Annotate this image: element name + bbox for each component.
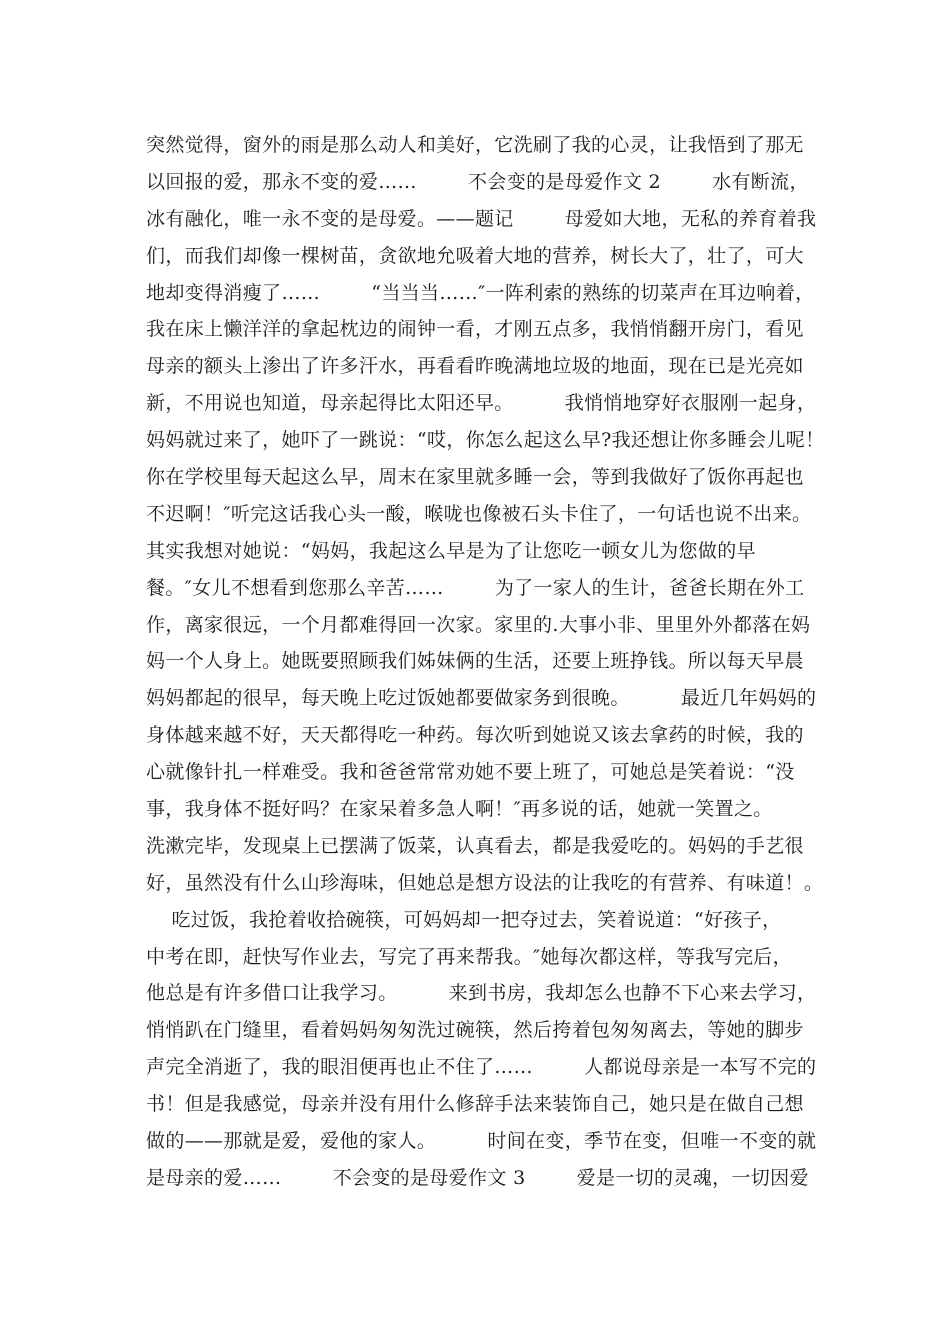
text-line-1: 突然觉得，窗外的雨是那么动人和美好，它洗刷了我的心灵，让我悟到了那无	[146, 134, 804, 156]
text-line-9: 妈妈就过来了，她吓了一跳说：“哎，你怎么起这么早?我还想让你多睡会儿呢！	[146, 429, 825, 452]
text-line-7: 母亲的额头上渗出了许多汗水，再看看昨晚满地垃圾的地面，现在已是光亮如	[146, 355, 804, 378]
text-line-10: 你在学校里每天起这么早，周末在家里就多睡一会，等到我做好了饭你再起也	[146, 466, 804, 489]
text-line-8: 新，不用说也知道，母亲起得比太阳还早。 我悄悄地穿好衣服刚一起身，	[146, 392, 817, 415]
text-line-14: 作，离家很远，一个月都难得回一次家。家里的.大事小非、里里外外都落在妈	[146, 613, 811, 636]
text-line-13: 餐。″女儿不想看到您那么辛苦…… 为了一家人的生计，爸爸长期在外工	[146, 576, 805, 599]
text-line-24: 他总是有许多借口让我学习。 来到书房，我却怎么也静不下心来去学习，	[146, 982, 817, 1005]
text-line-23: 中考在即，赶快写作业去，写完了再来帮我。″她每次都这样，等我写完后，	[146, 945, 792, 968]
text-line-5: 地却变得消瘦了…… “当当当……″一阵利索的熟练的切菜声在耳边响着，	[146, 281, 815, 304]
text-line-17: 身体越来越不好，天天都得吃一种药。每次听到她说又该去拿药的时候，我的	[146, 724, 804, 747]
text-line-20: 洗漱完毕，发现桌上已摆满了饭菜，认真看去，都是我爱吃的。妈妈的手艺很	[146, 834, 804, 857]
text-line-2: 以回报的爱，那永不变的爱…… 不会变的是母爱作文 2 水有断流，	[146, 170, 809, 193]
text-line-12: 其实我想对她说：“妈妈，我起这么早是为了让您吃一顿女儿为您做的早	[146, 539, 756, 562]
text-line-18: 心就像针扎一样难受。我和爸爸常常劝她不要上班了，可她总是笑着说：“没	[146, 761, 795, 784]
text-line-3: 冰有融化，唯一永不变的是母爱。——题记 母爱如大地，无私的养育着我	[146, 207, 817, 230]
text-line-15: 妈一个人身上。她既要照顾我们姊妹俩的生活，还要上班挣钱。所以每天早晨	[146, 650, 804, 673]
text-line-4: 们，而我们却像一棵树苗，贪欲地允吸着大地的营养，树长大了，壮了，可大	[146, 244, 804, 267]
text-line-25: 悄悄趴在门缝里，看着妈妈匆匆洗过碗筷，然后挎着包匆匆离去，等她的脚步	[146, 1019, 804, 1042]
text-line-22: 吃过饭，我抢着收拾碗筷，可妈妈却一把夺过去，笑着说道：“好孩子，	[146, 908, 782, 931]
text-line-26: 声完全消逝了，我的眼泪便再也止不住了…… 人都说母亲是一本写不完的	[146, 1056, 817, 1079]
text-line-6: 我在床上懒洋洋的拿起枕边的闹钟一看，才刚五点多，我悄悄翻开房门，看见	[146, 318, 804, 341]
text-line-19: 事，我身体不挺好吗？在家呆着多急人啊！″再多说的话，她就一笑置之。	[146, 798, 773, 821]
text-line-29: 是母亲的爱…… 不会变的是母爱作文 3 爱是一切的灵魂，一切因爱	[146, 1166, 809, 1189]
text-line-28: 做的——那就是爱，爱他的家人。 时间在变，季节在变，但唯一不变的就	[146, 1130, 817, 1153]
text-line-27: 书！但是我感觉，母亲并没有用什么修辞手法来装饰自己，她只是在做自己想	[146, 1093, 804, 1116]
text-line-21: 好，虽然没有什么山珍海味，但她总是想方设法的让我吃的有营养、有味道！。	[146, 871, 824, 894]
text-line-16: 妈妈都起的很早，每天晚上吃过饭她都要做家务到很晚。 最近几年妈妈的	[146, 687, 817, 710]
text-line-11: 不迟啊！″听完这话我心头一酸，喉咙也像被石头卡住了，一句话也说不出来。	[146, 502, 812, 525]
essay-text	[146, 127, 826, 1197]
